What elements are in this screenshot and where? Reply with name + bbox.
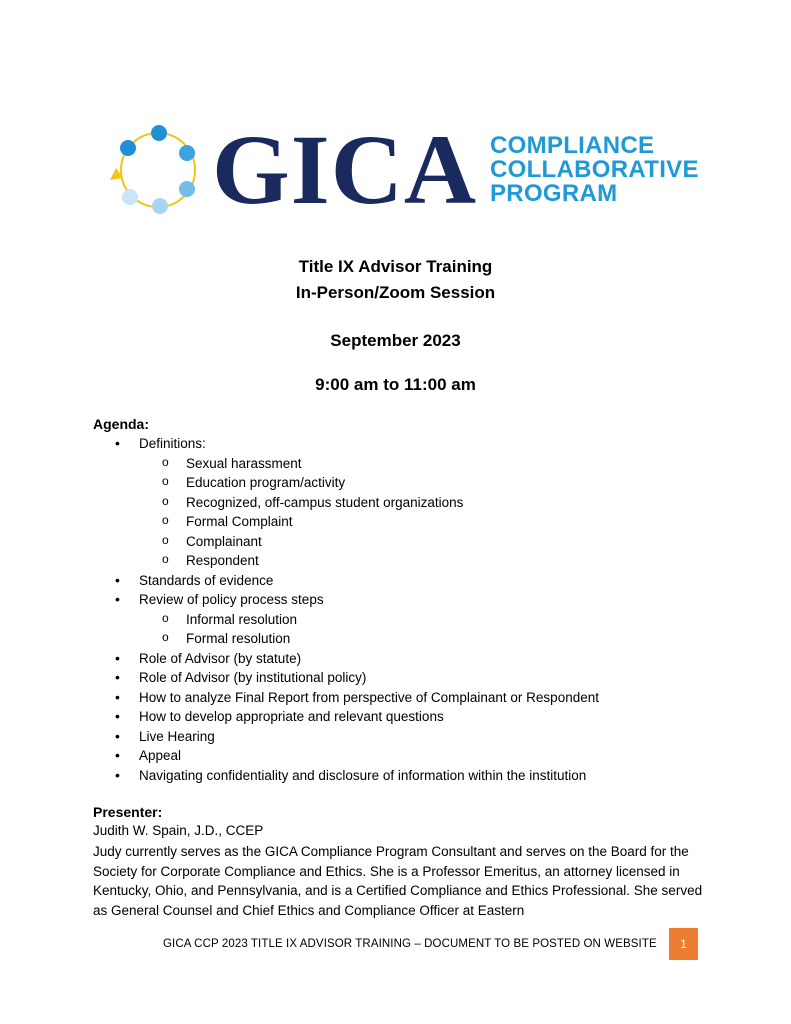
- logo-program-name: [490, 134, 699, 206]
- agenda-subitem: o Complainant: [93, 532, 713, 552]
- logo-program-line-1: COMPLIANCE: [490, 132, 655, 159]
- document-subtitle: In-Person/Zoom Session: [295, 283, 496, 302]
- agenda-item: • How to develop appropriate and relevant questions: [93, 707, 713, 727]
- agenda-subitem: o Informal resolution: [93, 610, 713, 630]
- agenda-item: • Standards of evidence: [93, 571, 713, 591]
- agenda-item: • Role of Advisor (by institutional policy): [93, 668, 713, 688]
- presenter-name: Judith W. Spain, J.D., CCEP: [93, 823, 264, 838]
- agenda-item: • Appeal: [93, 746, 713, 766]
- agenda-subitem: o Formal Complaint: [93, 512, 713, 532]
- logo-program-line-3: PROGRAM: [490, 180, 618, 207]
- agenda-item: • Review of policy process steps: [93, 590, 713, 610]
- agenda-subitem: o Education program/activity: [93, 473, 713, 493]
- logo-program-line-2: COLLABORATIVE: [490, 156, 699, 183]
- presenter-heading: Presenter:: [93, 804, 163, 820]
- document-title: Title IX Advisor Training: [298, 257, 493, 276]
- agenda-list: [93, 434, 713, 785]
- gica-logo: [108, 114, 699, 225]
- logo-wordmark: GICA: [212, 114, 478, 225]
- logo-ring-icon: [108, 120, 208, 220]
- session-date: September 2023: [330, 331, 461, 350]
- agenda-item: • How to analyze Final Report from perspective of Complainant or Respondent: [93, 688, 713, 708]
- agenda-item: • Navigating confidentiality and disclosure of information within the institution: [93, 766, 713, 786]
- agenda-heading: Agenda:: [93, 416, 149, 432]
- agenda-item: • Live Hearing: [93, 727, 713, 747]
- agenda-subitem: o Sexual harassment: [93, 454, 713, 474]
- presenter-bio: Judy currently serves as the GICA Compliance Program Consultant and serves on the Board for the Society for Corporate Compliance and Ethics. She is a Professor Emeritus, an attorney licensed in Kentucky, Ohio, and Pennsylvania, and is a Certified Compliance and Ethics Professional. She served as General Counsel and Chief Ethics and Compliance Officer at Eastern: [93, 844, 703, 918]
- agenda-subitem: o Respondent: [93, 551, 713, 571]
- page-number-badge: 1: [669, 928, 698, 960]
- page-footer: GICA CCP 2023 TITLE IX ADVISOR TRAINING – DOCUMENT TO BE POSTED ON WEBSITE: [163, 938, 657, 950]
- session-time: 9:00 am to 11:00 am: [315, 375, 476, 394]
- agenda-item: • Role of Advisor (by statute): [93, 649, 713, 669]
- agenda-subitem: o Formal resolution: [93, 629, 713, 649]
- agenda-item: • Definitions:: [93, 434, 713, 454]
- agenda-subitem: o Recognized, off-campus student organizations: [93, 493, 713, 513]
